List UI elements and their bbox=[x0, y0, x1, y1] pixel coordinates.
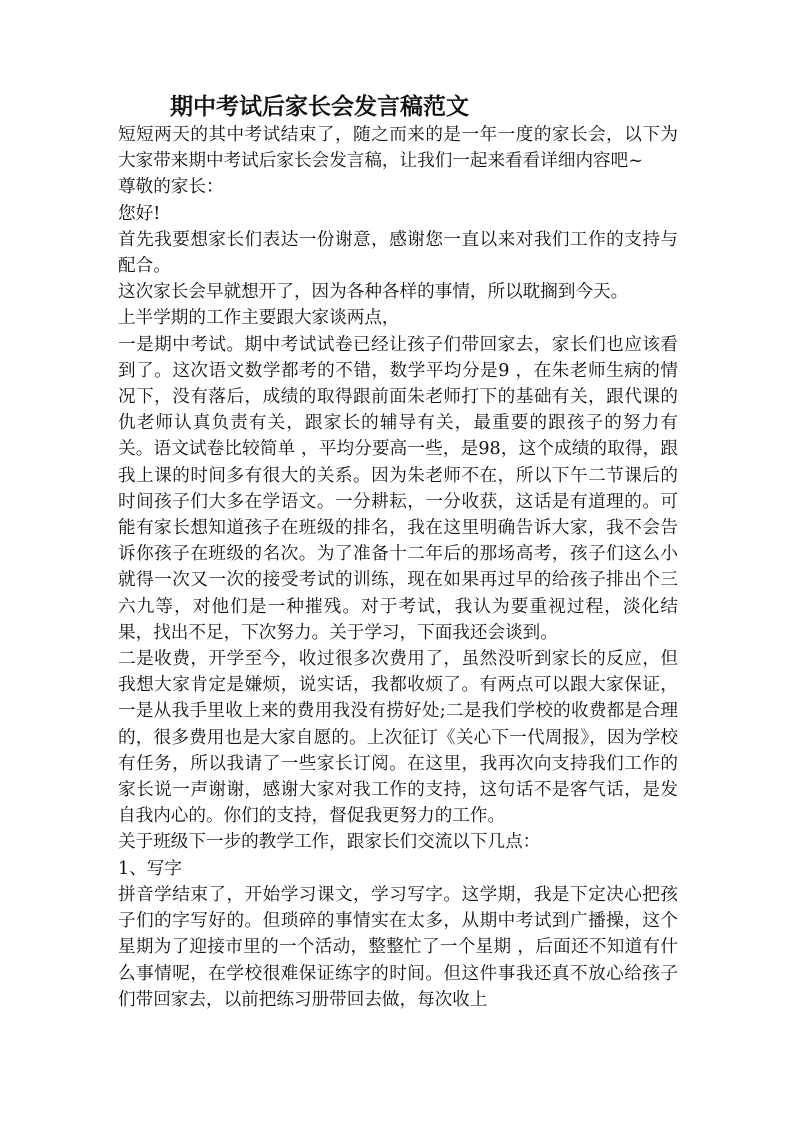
topics-intro: 上半学期的工作主要跟大家谈两点， bbox=[118, 308, 400, 329]
salutation: 尊敬的家长： bbox=[118, 177, 224, 198]
writing-paragraph: 拼音学结束了，开始学习课文，学习写字。这学期，我是下定决心把孩子们的字写好的。但琐碎的事情实在太多，从期中考试到广播操，这个星期为了迎接市里的一个活动，整整忙了一个星期 ，后面还不知道有什么事情呢，在学校很难保证练字的时间。但这件事我还真不放心给孩子们带回家去，以前把练习册带回去做，每次收上 bbox=[118, 884, 678, 1010]
document-title: 期中考试后家长会发言稿范文 bbox=[170, 93, 469, 120]
thanks-paragraph: 首先我要想家长们表达一份谢意，感谢您一直以来对我们工作的支持与配合。 bbox=[118, 229, 678, 277]
intro-paragraph: 短短两天的其中考试结束了，随之而来的是一年一度的家长会，以下为大家带来期中考试后家长会发言稿，让我们一起来看看详细内容吧~ bbox=[118, 125, 678, 172]
section-heading-writing: 1、写字 bbox=[118, 858, 182, 879]
next-steps-intro: 关于班级下一步的教学工作，跟家长们交流以下几点： bbox=[118, 832, 541, 853]
exam-paragraph: 一是期中考试。期中考试试卷已经让孩子们带回家去，家长们也应该看到了。这次语文数学都考的不错，数学平均分是9 ，在朱老师生病的情况下，没有落后，成绩的取得跟前面朱老师打下的基础有关，跟代课的仇老师认真负责有关，跟家长的辅导有关，最重要的跟孩子的努力有关。语文试卷比较简单 ，平均分要高一些，是98，这个成绩的取得，跟我上课的时间多有很大的关系。因为朱老师不在，所以下午二节课后的时间孩子们大多在学语文。一分耕耘，一分收获，这话是有道理的。可能有家长想知道孩子在班级的排名，我在这里明确告诉大家，我不会告诉你孩子在班级的名次。为了准备十二年后的那场高考，孩子们这么小就得一次又一次的接受考试的训练，现在如果再过早的给孩子排出个三六九等，对他们是一种摧残。对于考试，我认为要重视过程，淡化结果，找出不足，下次努力。关于学习，下面我还会谈到。 bbox=[118, 334, 678, 643]
document-body bbox=[118, 122, 678, 1013]
fees-paragraph: 二是收费，开学至今，收过很多次费用了，虽然没听到家长的反应，但我想大家肯定是嫌烦，说实话，我都收烦了。有两点可以跟大家保证，一是从我手里收上来的费用我没有捞好处;二是我们学校的收费都是合理的，很多费用也是大家自愿的。上次征订《关心下一代周报》，因为学校有任务，所以我请了一些家长订阅。在这里，我再次向支持我们工作的家长说一声谢谢，感谢大家对我工作的支持，这句话不是客气话，是发自我内心的。你们的支持，督促我更努力的工作。 bbox=[118, 649, 678, 827]
meeting-delay-paragraph: 这次家长会早就想开了，因为各种各样的事情，所以耽搁到今天。 bbox=[118, 282, 629, 303]
document-page bbox=[118, 92, 678, 1013]
greeting: 您好! bbox=[118, 203, 161, 224]
